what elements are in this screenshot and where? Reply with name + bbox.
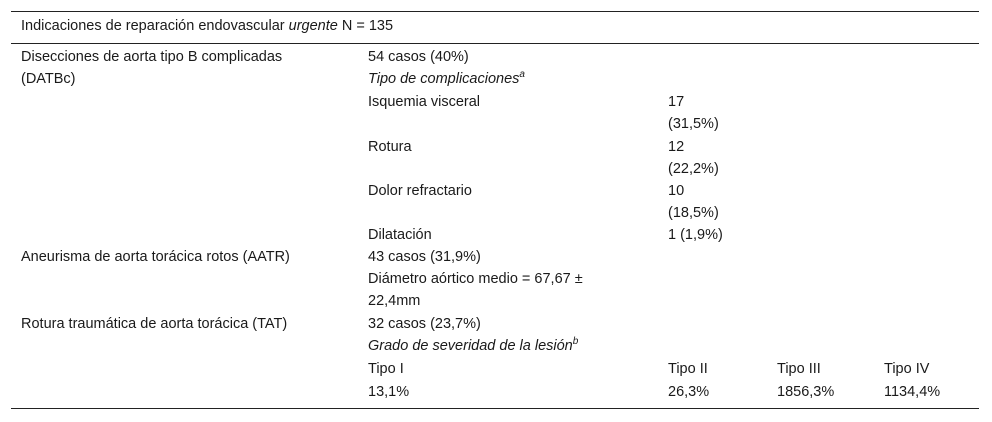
complication-name: Dolor refractario [368, 183, 472, 199]
complication-name: Dilatación [368, 227, 432, 243]
datbc-subheading [368, 68, 525, 90]
complication-value [668, 180, 719, 224]
datbc-cases: 54 casos (40%) [368, 49, 469, 65]
tat-footnote-mark: b [572, 336, 579, 347]
complication-count: 12 [668, 139, 685, 155]
aatr-diameter [368, 268, 583, 312]
complication-count: 17 [668, 94, 685, 110]
aatr-diameter-line1: Diámetro aórtico medio = 67,67 ± [368, 271, 583, 287]
tat-subheading-text: Grado de severidad de la lesión [368, 338, 573, 354]
complication-name: Isquemia visceral [368, 94, 481, 110]
complication-count: 10 [668, 183, 685, 199]
grade-header: Tipo IV [884, 361, 930, 377]
grade-header: Tipo I [368, 361, 404, 377]
complication-value [668, 136, 719, 180]
complication-pct: (18,5%) [668, 205, 719, 221]
header-prefix: Indicaciones de reparación endovascular [21, 18, 289, 34]
aatr-label: Aneurisma de aorta torácica rotos (AATR) [21, 249, 290, 265]
bottom-rule [11, 408, 979, 409]
datbc-label-line2: (DATBc) [21, 71, 76, 87]
complication-pct: (31,5%) [668, 116, 719, 132]
complication-value: 1 (1,9%) [668, 227, 723, 243]
tat-subheading [368, 335, 578, 357]
table-header [21, 15, 393, 37]
grade-value: 1856,3% [777, 384, 835, 400]
tat-label: Rotura traumática de aorta torácica (TAT) [21, 316, 288, 332]
datbc-footnote-mark: a [519, 69, 525, 80]
complication-pct: (22,2%) [668, 161, 719, 177]
top-rule [11, 11, 979, 12]
grade-header: Tipo III [777, 361, 821, 377]
complication-name: Rotura [368, 139, 412, 155]
header-rule [11, 43, 979, 44]
grade-value: 1134,4% [884, 384, 941, 400]
grade-header: Tipo II [668, 361, 708, 377]
aatr-diameter-line2: 22,4mm [368, 293, 421, 309]
aatr-cases: 43 casos (31,9%) [368, 249, 481, 265]
grade-value: 13,1% [368, 384, 410, 400]
datbc-label-line1: Disecciones de aorta tipo B complicadas [21, 49, 283, 65]
complication-value [668, 91, 719, 135]
datbc-label [21, 46, 282, 90]
grade-value: 26,3% [668, 384, 710, 400]
header-italic: urgente [288, 18, 338, 34]
tat-cases: 32 casos (23,7%) [368, 316, 481, 332]
header-suffix: N = 135 [337, 18, 394, 34]
datbc-subheading-text: Tipo de complicaciones [368, 71, 520, 87]
